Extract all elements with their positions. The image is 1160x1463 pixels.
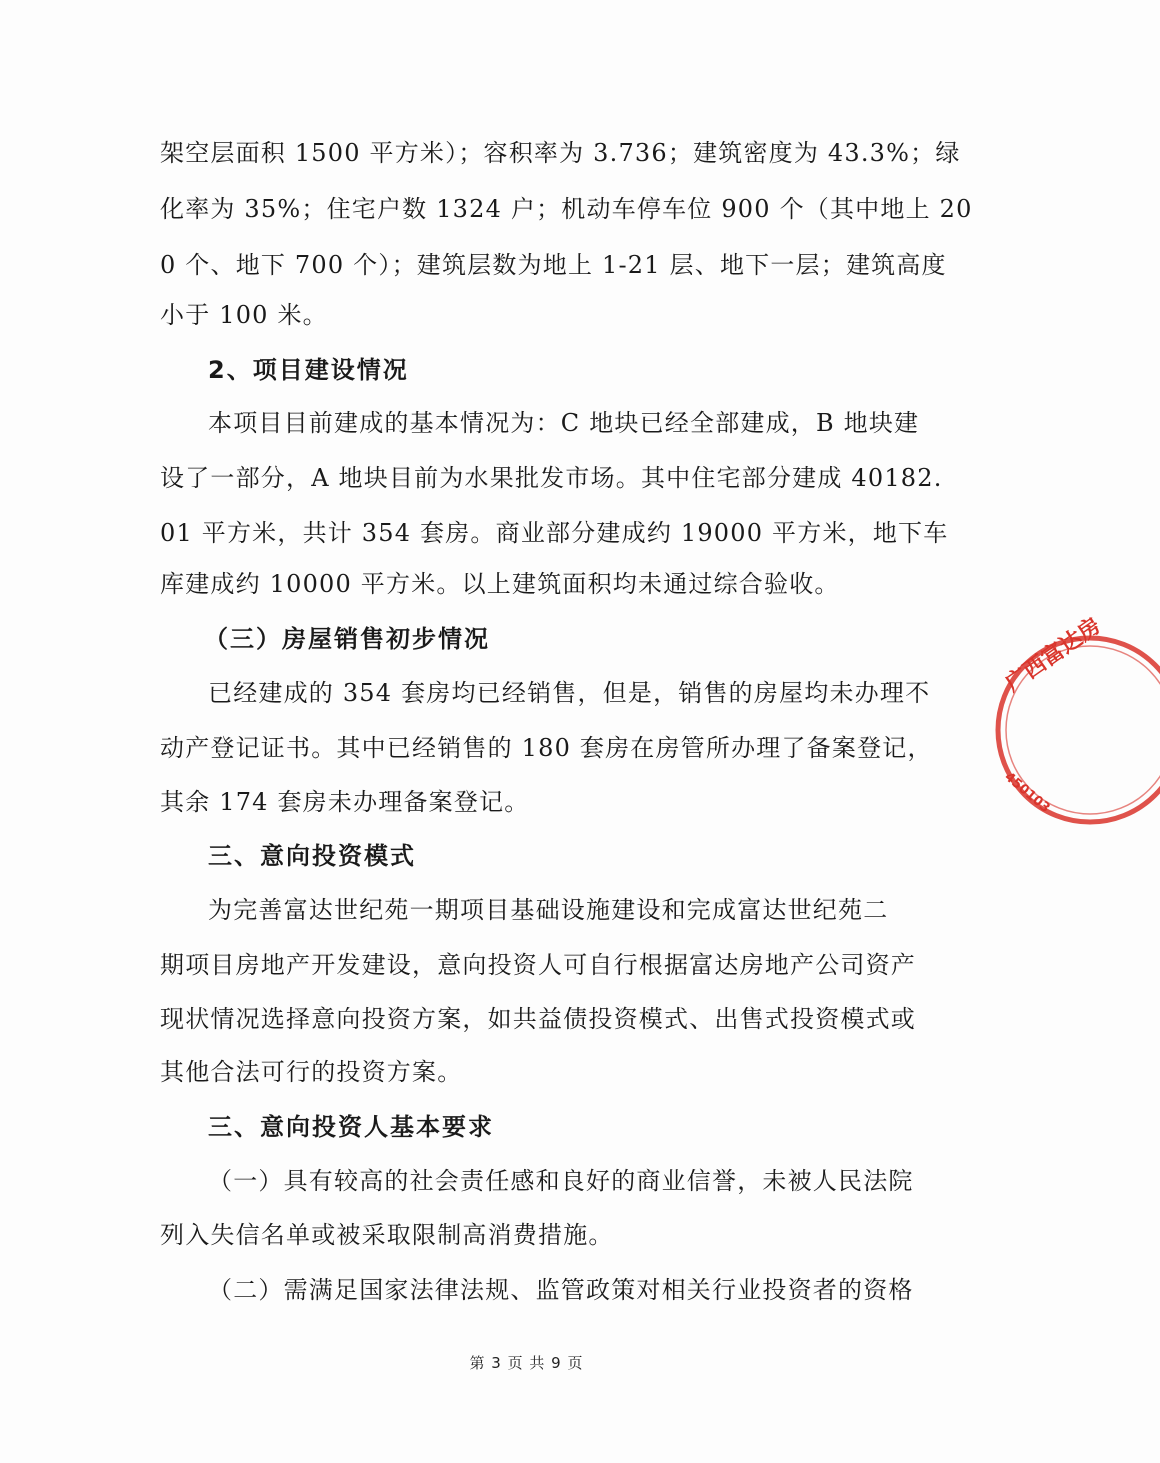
body-text-line: 0 个、地下 700 个）；建筑层数为地上 1-21 层、地下一层；建筑高度 — [160, 251, 947, 279]
section-heading: 2、项目建设情况 — [208, 356, 409, 384]
body-text-line: 其他合法可行的投资方案。 — [160, 1058, 463, 1086]
body-text-line: 动产登记证书。其中已经销售的 180 套房在房管所办理了备案登记， — [160, 734, 933, 762]
body-text-line: （一）具有较高的社会责任感和良好的商业信誉，未被人民法院 — [208, 1167, 914, 1195]
body-text-line: 已经建成的 354 套房均已经销售，但是，销售的房屋均未办理不 — [208, 679, 931, 707]
section-heading: 三、意向投资人基本要求 — [208, 1113, 494, 1141]
body-text-line: 01 平方米，共计 354 套房。商业部分建成约 19000 平方米，地下车 — [160, 519, 949, 547]
section-heading: （三）房屋销售初步情况 — [204, 625, 490, 653]
body-text-line: 库建成约 10000 平方米。以上建筑面积均未通过综合验收。 — [160, 570, 840, 598]
body-text-line: （二）需满足国家法律法规、监管政策对相关行业投资者的资格 — [208, 1276, 914, 1304]
body-text-line: 列入失信名单或被采取限制高消费措施。 — [160, 1221, 614, 1249]
seal-number: 450103 — [1001, 769, 1053, 816]
section-heading: 三、意向投资模式 — [208, 842, 416, 870]
body-text-line: 架空层面积 1500 平方米）；容积率为 3.736；建筑密度为 43.3%；绿 — [160, 139, 961, 167]
seal-text: 广西富达房 — [1001, 613, 1106, 697]
body-text-line: 设了一部分，A 地块目前为水果批发市场。其中住宅部分建成 40182. — [160, 464, 943, 492]
body-text-line: 其余 174 套房未办理备案登记。 — [160, 788, 530, 816]
page-number: 第 3 页 共 9 页 — [469, 1354, 584, 1372]
body-text-line: 期项目房地产开发建设，意向投资人可自行根据富达房地产公司资产 — [160, 951, 916, 979]
body-text-line: 小于 100 米。 — [160, 301, 328, 329]
body-text-line: 为完善富达世纪苑一期项目基础设施建设和完成富达世纪苑二 — [208, 896, 889, 924]
body-text-line: 现状情况选择意向投资方案，如共益债投资模式、出售式投资模式或 — [160, 1005, 916, 1033]
body-text-line: 本项目目前建成的基本情况为：C 地块已经全部建成，B 地块建 — [208, 409, 920, 437]
body-text-line: 化率为 35%；住宅户数 1324 户；机动车停车位 900 个（其中地上 20 — [160, 195, 973, 223]
company-seal — [990, 613, 1160, 830]
